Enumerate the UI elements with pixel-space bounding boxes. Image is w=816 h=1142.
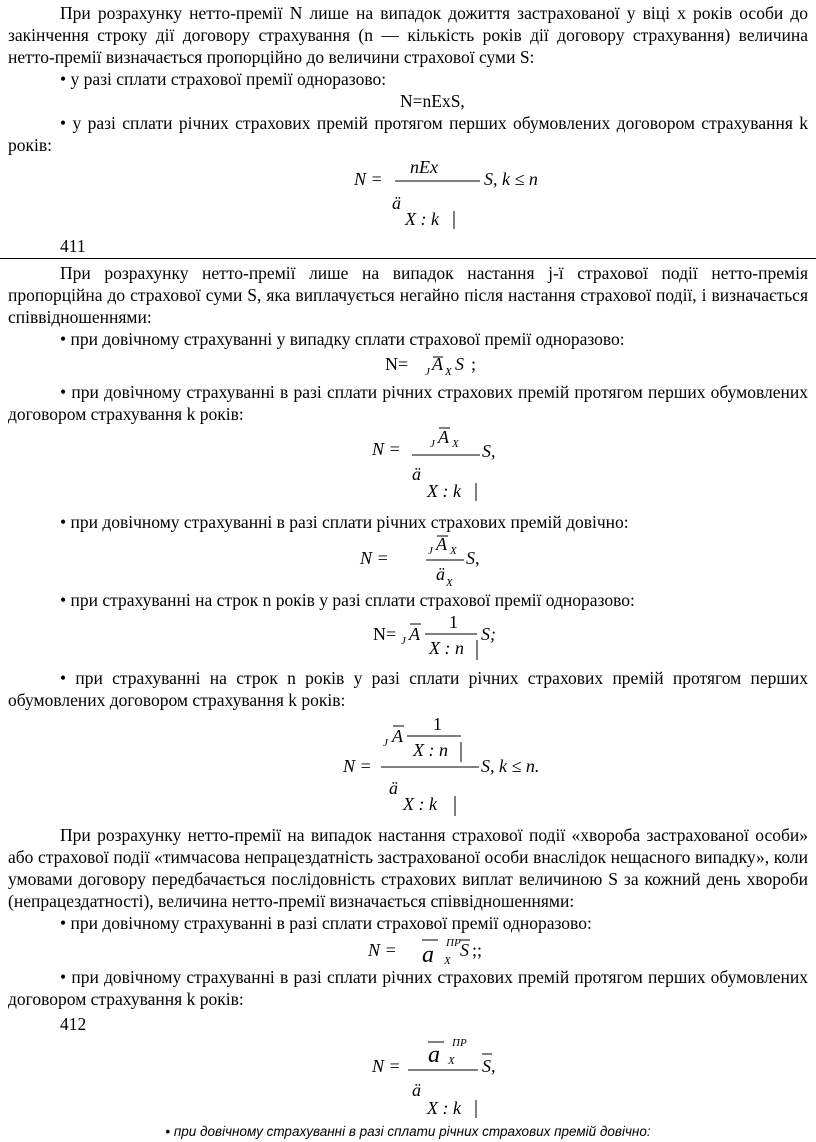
a-symbol: A [392, 726, 403, 746]
annuity-symbol: ä [392, 193, 401, 213]
formula-lhs: N = [360, 548, 389, 568]
formula-lifelong-single [385, 352, 495, 382]
formula-lhs: N = [343, 756, 372, 776]
bullet-lifelong-annual-k: • при довічному страхуванні в разі сплати річних страхових премій протягом перших обумовлених договором страхування k років: [8, 382, 808, 424]
formula-lhs: N = [372, 439, 401, 459]
page-divider [0, 258, 816, 259]
annuity-subscript: X : k [427, 481, 461, 501]
page-number-412: 412 [60, 1014, 87, 1034]
formula-numerator: nEx [410, 157, 438, 177]
x-subscript: X [450, 545, 457, 557]
a-symbol: A [432, 354, 443, 374]
s-symbol: S [460, 940, 469, 960]
bullet-lifelong-single: • при довічному страхуванні у випадку сплати страхової премії одноразово: [60, 329, 625, 349]
pr-superscript: ПР [452, 1037, 467, 1049]
formula-lhs: N= [373, 624, 397, 644]
j-subscript: J [430, 438, 435, 450]
annuity-symbol: ä [412, 464, 421, 484]
bullet-illness-annual-k: • при довічному страхуванні в разі сплати річних страхових премій протягом перших обумовлених договором страхування k років: [8, 967, 808, 1009]
formula-lhs: N = [368, 940, 397, 960]
formula-term-single [373, 612, 513, 664]
annuity-subscript: X [446, 577, 453, 589]
formula-lhs: N = [372, 1056, 401, 1076]
bullet-annual-payments-k-years: • у разі сплати річних страхових премій протягом перших обумовлених договором страхування k років: [8, 113, 808, 155]
a-symbol: a [428, 1042, 440, 1068]
paragraph-event-premium: При розрахунку нетто-премії лише на випадок настання j-ї страхової події нетто-премія пропорційна до страхової суми S, яка виплачується негайно після настання страхової події, і визначається співвідношеннями: [8, 263, 808, 327]
x-subscript: X [448, 1055, 455, 1067]
paragraph-survival-premium: При розрахунку нетто-премії N лише на випадок дожиття застрахованої у віці x років особи до закінчення строку дії договору страхування (n — кількість років дії договору страхування) величина нетто-премії визначається пропорційно до величини страхової суми S: [8, 3, 808, 67]
pr-superscript: ПР [446, 937, 461, 949]
inner-numerator: 1 [433, 714, 442, 734]
a-symbol: A [436, 534, 447, 554]
bottom-bullet-lifelong: • при довічному страхуванні в разі сплати річних страхових премій довічно: [165, 1124, 651, 1139]
formula-tail: S; [481, 624, 496, 644]
x-subscript: X [452, 438, 459, 450]
annuity-subscript: X : k [403, 794, 437, 814]
annuity-symbol: ä [436, 564, 445, 584]
paragraph-illness-premium: При розрахунку нетто-премії на випадок настання страхової події «хвороба застрахованої особи» або страхової події «тимчасова непрацездатність застрахованої особи внаслідок нещасного випадку», коли умовами договору передбачається послідовність страхових виплат величиною S за кожний день хвороби (непрацездатності), величина нетто-премії визначається співвідношеннями: [8, 825, 808, 911]
j-subscript: J [425, 366, 430, 378]
a-symbol: A [438, 427, 449, 447]
x-subscript: X [445, 366, 452, 378]
j-subscript: J [428, 545, 433, 557]
annuity-subscript: X : k [405, 209, 439, 229]
formula-lifelong-annual-k [372, 425, 522, 505]
bullet-lifelong-annual-lifelong: • при довічному страхуванні в разі сплати річних страхових премій довічно: [60, 512, 629, 532]
formula-tail: S, k ≤ n [484, 169, 538, 189]
bullet-term-single: • при страхуванні на строк n років у разі сплати страхової премії одноразово: [60, 590, 635, 610]
formula-numerator: 1 [449, 612, 458, 632]
formula-end: ; [471, 354, 477, 374]
formula-tail: S, [466, 548, 480, 568]
j-subscript: J [383, 737, 388, 749]
annuity-symbol: ä [412, 1080, 421, 1100]
formula-lifelong-lifelong [360, 534, 500, 592]
formula-tail: S, k ≤ n. [481, 756, 540, 776]
bullet-term-annual-k: • при страхуванні на строк n років у разі сплати річних страхових премій протягом перших обумовлених договором страхування k років: [8, 668, 808, 710]
x-subscript: X [444, 955, 451, 967]
s-symbol: S [455, 354, 464, 374]
formula-tail: S, [482, 1056, 496, 1076]
j-subscript: J [401, 635, 406, 647]
inner-subscript: X : n [413, 740, 448, 760]
page-number-411: 411 [60, 236, 86, 256]
formula-illness-annual-k [372, 1036, 512, 1122]
formula-end: ;; [472, 940, 483, 960]
annuity-symbol: ä [389, 778, 398, 798]
annuity-subscript: X : k [427, 1098, 461, 1118]
a-symbol: A [409, 624, 420, 644]
a-symbol: a [422, 942, 434, 968]
bullet-single-payment: • у разі сплати страхової премії одноразово: [60, 69, 387, 89]
formula-lhs: N= [385, 354, 409, 374]
formula-survival-annual [350, 155, 550, 235]
formula-term-annual-k [343, 712, 553, 822]
bullet-illness-single: • при довічному страхуванні в разі сплати страхової премії одноразово: [60, 913, 592, 933]
formula-tail: S, [482, 441, 496, 461]
term-subscript: X : n [429, 638, 464, 658]
formula-n-nexs: N=nExS, [400, 91, 465, 111]
formula-lhs: N = [354, 169, 383, 189]
